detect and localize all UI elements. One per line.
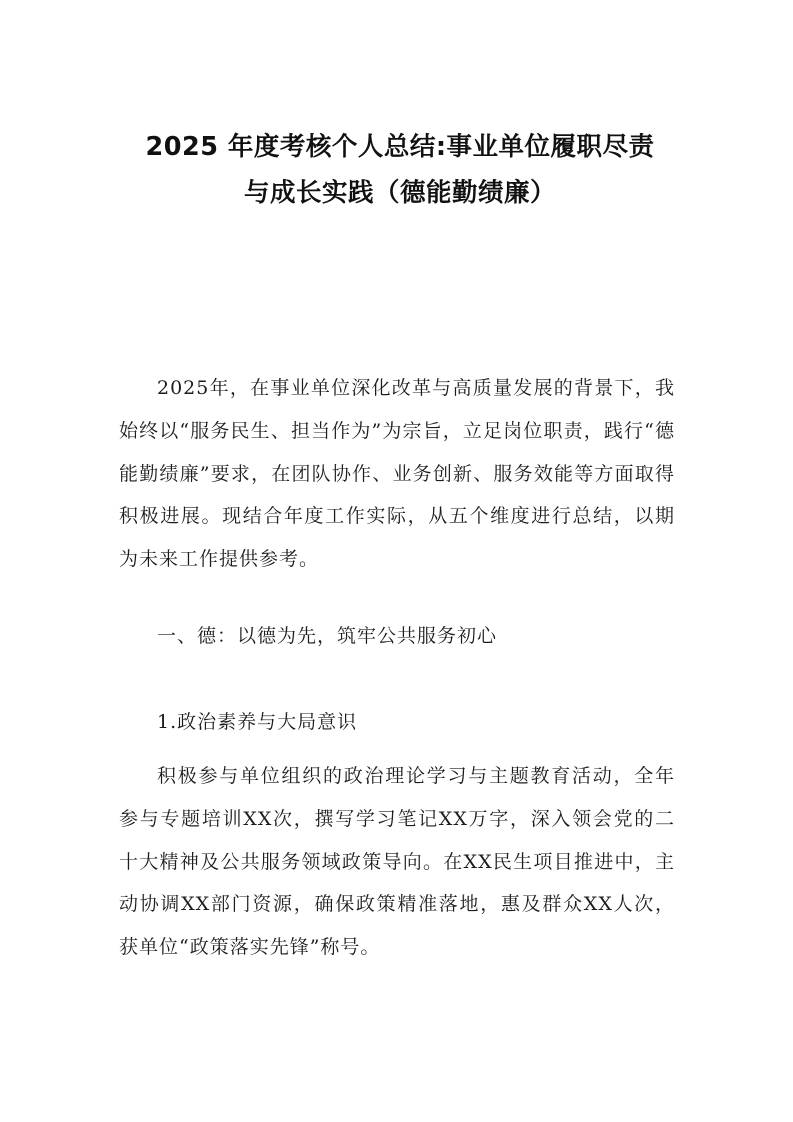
section-heading-de: 一、德：以德为先，筑牢公共服务初心 xyxy=(157,625,498,647)
subsection-heading-political: 1.政治素养与大局意识 xyxy=(157,711,358,733)
title-line-2: 与成长实践（德能勤绩廉） xyxy=(243,178,556,208)
subsection-body-paragraph: 积极参与单位组织的政治理论学习与主题教育活动，全年参与专题培训XX次，撰写学习笔记XX万字，深入领会党的二十大精神及公共服务领域政策导向。在XX民生项目推进中，主动协调XX部门资源，确保政策精准落地，惠及群众XX人次，获单位“政策落实先锋”称号。 xyxy=(119,765,675,959)
intro-paragraph: 2025年，在事业单位深化改革与高质量发展的背景下，我始终以“服务民生、担当作为”为宗旨，立足岗位职责，践行“德能勤绩廉”要求，在团队协作、业务创新、服务效能等方面取得积极进展。现结合年度工作实际，从五个维度进行总结，以期为未来工作提供参考。 xyxy=(119,377,675,571)
document-title xyxy=(100,124,700,216)
title-line-1: 2025 年度考核个人总结:事业单位履职尽责 xyxy=(145,132,655,162)
